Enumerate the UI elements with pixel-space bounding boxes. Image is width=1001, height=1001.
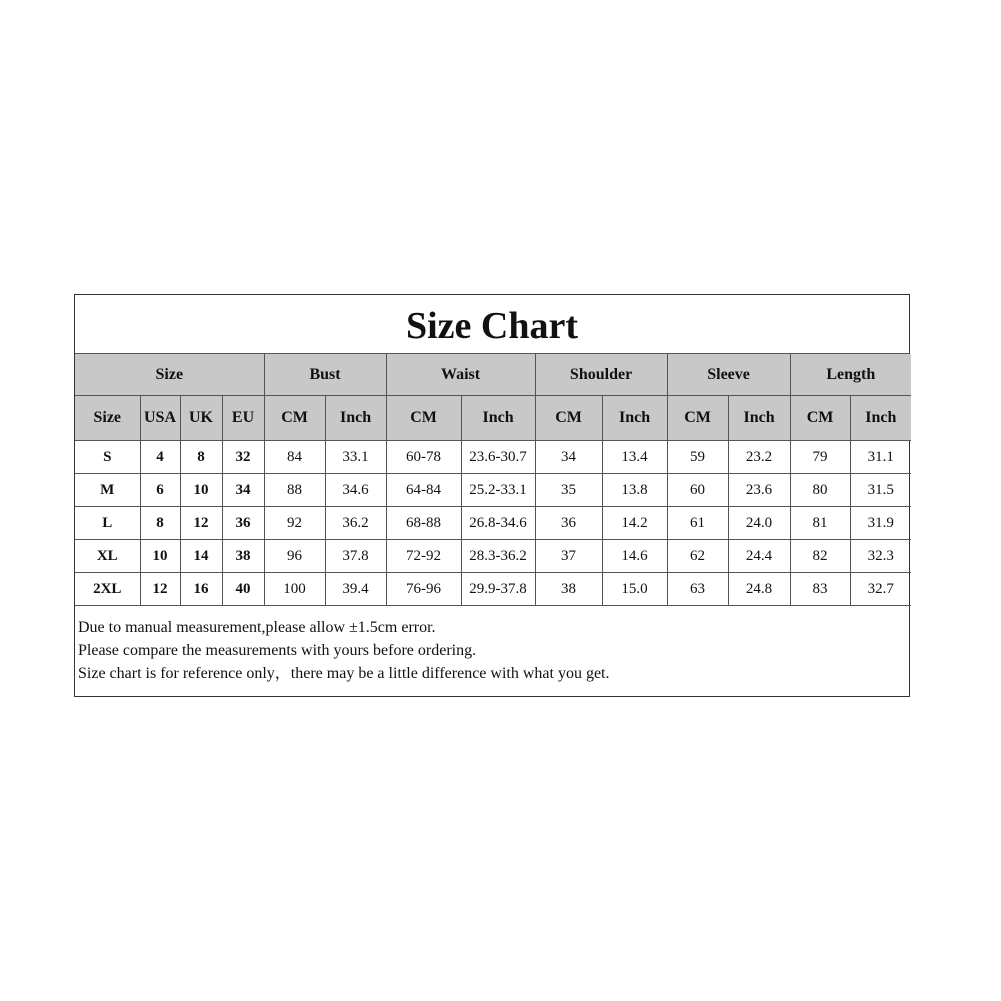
cell-waist-inch: 29.9-37.8 [461,573,535,606]
cell-bust-inch: 34.6 [325,474,386,507]
cell-sleeve-cm: 60 [667,474,728,507]
cell-sleeve-inch: 24.0 [728,507,790,540]
cell-bust-cm: 96 [264,540,325,573]
cell-shoulder-cm: 37 [535,540,602,573]
sub-header-waist-inch: Inch [461,396,535,441]
note-line: Please compare the measurements with yours before ordering. [78,642,477,659]
cell-shoulder-cm: 38 [535,573,602,606]
table-row [75,474,911,507]
sub-header-shoulder-inch: Inch [602,396,667,441]
cell-eu: 34 [222,474,264,507]
cell-waist-cm: 76-96 [386,573,461,606]
cell-usa: 10 [140,540,180,573]
cell-shoulder-inch: 15.0 [602,573,667,606]
cell-sleeve-inch: 23.6 [728,474,790,507]
group-header-size: Size [75,354,264,396]
cell-waist-cm: 72-92 [386,540,461,573]
sub-header-row [75,396,911,441]
sub-header-uk: UK [180,396,222,441]
cell-size: S [75,441,140,474]
cell-sleeve-inch: 24.4 [728,540,790,573]
sub-header-waist-cm: CM [386,396,461,441]
group-header-length: Length [790,354,911,396]
group-header-sleeve: Sleeve [667,354,790,396]
cell-usa: 6 [140,474,180,507]
cell-sleeve-inch: 23.2 [728,441,790,474]
cell-bust-cm: 100 [264,573,325,606]
cell-waist-inch: 25.2-33.1 [461,474,535,507]
note-line: Size chart is for reference only，there may be a little difference with what you get. [78,665,610,682]
cell-length-cm: 80 [790,474,850,507]
notes [75,606,909,685]
cell-waist-cm: 60-78 [386,441,461,474]
cell-size: XL [75,540,140,573]
cell-shoulder-cm: 36 [535,507,602,540]
cell-size: L [75,507,140,540]
cell-waist-inch: 28.3-36.2 [461,540,535,573]
sub-header-bust-inch: Inch [325,396,386,441]
cell-sleeve-inch: 24.8 [728,573,790,606]
group-header-shoulder: Shoulder [535,354,667,396]
cell-eu: 38 [222,540,264,573]
cell-size: 2XL [75,573,140,606]
cell-bust-inch: 37.8 [325,540,386,573]
chart-title: Size Chart [75,295,909,354]
cell-usa: 4 [140,441,180,474]
cell-bust-cm: 84 [264,441,325,474]
group-header-bust: Bust [264,354,386,396]
cell-sleeve-cm: 59 [667,441,728,474]
cell-waist-cm: 68-88 [386,507,461,540]
cell-size: M [75,474,140,507]
table-row [75,441,911,474]
note-line: Due to manual measurement,please allow ±1.5cm error. [78,619,436,636]
cell-eu: 32 [222,441,264,474]
cell-shoulder-inch: 13.8 [602,474,667,507]
sub-header-bust-cm: CM [264,396,325,441]
cell-uk: 12 [180,507,222,540]
size-table [75,354,911,606]
table-row [75,573,911,606]
cell-sleeve-cm: 63 [667,573,728,606]
cell-shoulder-cm: 35 [535,474,602,507]
cell-waist-inch: 26.8-34.6 [461,507,535,540]
sub-header-length-cm: CM [790,396,850,441]
cell-uk: 16 [180,573,222,606]
cell-length-inch: 31.5 [850,474,911,507]
cell-shoulder-inch: 13.4 [602,441,667,474]
sub-header-sleeve-cm: CM [667,396,728,441]
cell-waist-cm: 64-84 [386,474,461,507]
sub-header-usa: USA [140,396,180,441]
cell-bust-inch: 39.4 [325,573,386,606]
cell-bust-cm: 92 [264,507,325,540]
cell-uk: 10 [180,474,222,507]
group-header-waist: Waist [386,354,535,396]
cell-eu: 36 [222,507,264,540]
cell-usa: 12 [140,573,180,606]
size-chart [74,294,910,697]
sub-header-sleeve-inch: Inch [728,396,790,441]
cell-bust-cm: 88 [264,474,325,507]
table-row [75,540,911,573]
cell-waist-inch: 23.6-30.7 [461,441,535,474]
cell-uk: 8 [180,441,222,474]
sub-header-size: Size [75,396,140,441]
sub-header-shoulder-cm: CM [535,396,602,441]
cell-length-inch: 32.7 [850,573,911,606]
group-header-row [75,354,911,396]
sub-header-eu: EU [222,396,264,441]
cell-sleeve-cm: 62 [667,540,728,573]
cell-shoulder-inch: 14.2 [602,507,667,540]
table-row [75,507,911,540]
cell-bust-inch: 36.2 [325,507,386,540]
cell-bust-inch: 33.1 [325,441,386,474]
cell-usa: 8 [140,507,180,540]
cell-sleeve-cm: 61 [667,507,728,540]
cell-eu: 40 [222,573,264,606]
cell-length-cm: 79 [790,441,850,474]
sub-header-length-inch: Inch [850,396,911,441]
cell-shoulder-inch: 14.6 [602,540,667,573]
cell-length-inch: 32.3 [850,540,911,573]
cell-shoulder-cm: 34 [535,441,602,474]
cell-length-inch: 31.9 [850,507,911,540]
cell-length-cm: 83 [790,573,850,606]
cell-length-cm: 82 [790,540,850,573]
cell-length-cm: 81 [790,507,850,540]
cell-uk: 14 [180,540,222,573]
cell-length-inch: 31.1 [850,441,911,474]
